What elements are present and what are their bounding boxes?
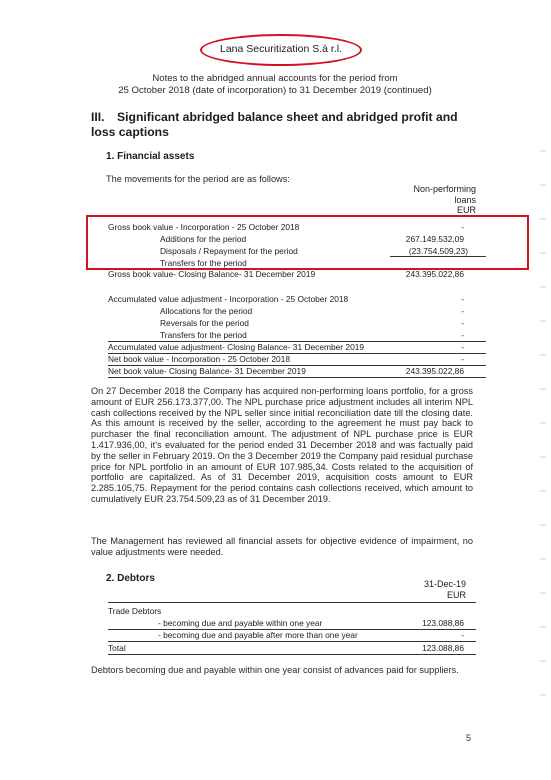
row-label: Gross book value- Closing Balance- 31 December 2019 (108, 269, 316, 279)
row-value: - (461, 342, 464, 352)
row-value: 243.395.022,86 (405, 269, 464, 279)
row-value: 123.088,86 (422, 643, 464, 653)
table-rule (108, 602, 476, 603)
acquisition-paragraph: On 27 December 2018 the Company has acquired non-performing loans portfolio, for a gross amount of EUR 256.173.377,00. The NPL purchase price adjustment includes all interim NPL cash collections received by the NPL seller since initial reconciliation date till the closing date. As this amount is received by the seller, according to the agreement he must pay back to purchaser the final reconciliation amount. The adjustment of NPL purchase price is EUR 1.417.936,00, it's evaluated for the period ended 31 December 2018 and was factually paid by the seller in February 2019. On the 3 December 2019 the Company paid residual purchase price for NPL portfolio in an amount of EUR 107.985,34. Costs related to the acquisition of portfolio are capitalized. As of 31 December 2019, acquisition costs amount to EUR 2.285.105,75. Repayment for the period contains cash collections received, which amount to cumulatively EUR 23.754.509,23 as of 31 December 2019. (91, 386, 474, 504)
row-value: 243.395.022,86 (405, 366, 464, 376)
financial-assets-heading: 1. Financial assets (106, 151, 195, 162)
section-number: III. (91, 110, 105, 124)
section-title-line-1: Significant abridged balance sheet and abridged profit and (117, 110, 458, 124)
column-header-npl (380, 184, 476, 216)
debtors-heading: 2. Debtors (106, 573, 155, 584)
row-label: Gross book value - Incorporation - 25 October 2018 (108, 222, 300, 232)
table-rule (108, 654, 476, 655)
page-number: 5 (466, 733, 472, 743)
company-name: Lana Securitization S.à r.l. (220, 43, 342, 55)
financial-assets-intro: The movements for the period are as follows: (106, 174, 290, 184)
row-label: Net book value - Incorporation - 25 October 2018 (108, 354, 291, 364)
row-value: - (461, 222, 464, 232)
row-label: Trade Debtors (108, 606, 162, 616)
row-label: Additions for the period (160, 234, 247, 244)
row-label: Transfers for the period (160, 330, 247, 340)
subtitle-line-1: Notes to the abridged annual accounts for the period from (152, 73, 398, 84)
row-value: - (461, 330, 464, 340)
subtitle-line-2: 25 October 2018 (date of incorporation) to 31 December 2019 (continued) (118, 85, 432, 96)
row-label: Disposals / Repayment for the period (160, 246, 298, 256)
row-value: (23.754.509,23) (408, 246, 468, 256)
column-header-line: EUR (456, 205, 476, 215)
table-rule (108, 377, 486, 378)
row-label: Total (108, 643, 126, 653)
row-value: - (461, 306, 464, 316)
row-label: - becoming due and payable within one year (158, 618, 323, 628)
row-value: 267.149.532,09 (405, 234, 464, 244)
column-header-line: loans (454, 194, 476, 205)
row-label: Net book value- Closing Balance- 31 December 2019 (108, 366, 306, 376)
scan-margin-marks (540, 150, 546, 710)
row-label: - becoming due and payable after more than one year (158, 630, 358, 640)
row-label: Accumulated value adjustment- Closing Balance- 31 December 2019 (108, 342, 365, 352)
column-header-debtors (380, 579, 466, 600)
row-label: Allocations for the period (160, 306, 253, 316)
row-label: Reversals for the period (160, 318, 249, 328)
row-value: 123.088,86 (422, 618, 464, 628)
row-label: Transfers for the period (160, 258, 247, 268)
subtotal-rule (390, 256, 486, 257)
impairment-paragraph: The Management has reviewed all financial assets for objective evidence of impairment, no value adjustments were needed. (91, 536, 473, 557)
column-header-line: Non-performing (413, 184, 476, 194)
row-value: - (461, 294, 464, 304)
debtors-paragraph: Debtors becoming due and payable within one year consist of advances paid for suppliers. (91, 665, 459, 675)
table-rule (108, 641, 476, 642)
row-value: - (461, 630, 464, 640)
row-value: - (461, 318, 464, 328)
row-label: Accumulated value adjustment - Incorporation - 25 October 2018 (108, 294, 349, 304)
column-header-line: 31-Dec-19 (423, 579, 466, 589)
row-value: - (461, 354, 464, 364)
column-header-line: EUR (446, 589, 466, 600)
section-title-line-2: loss captions (91, 125, 169, 139)
